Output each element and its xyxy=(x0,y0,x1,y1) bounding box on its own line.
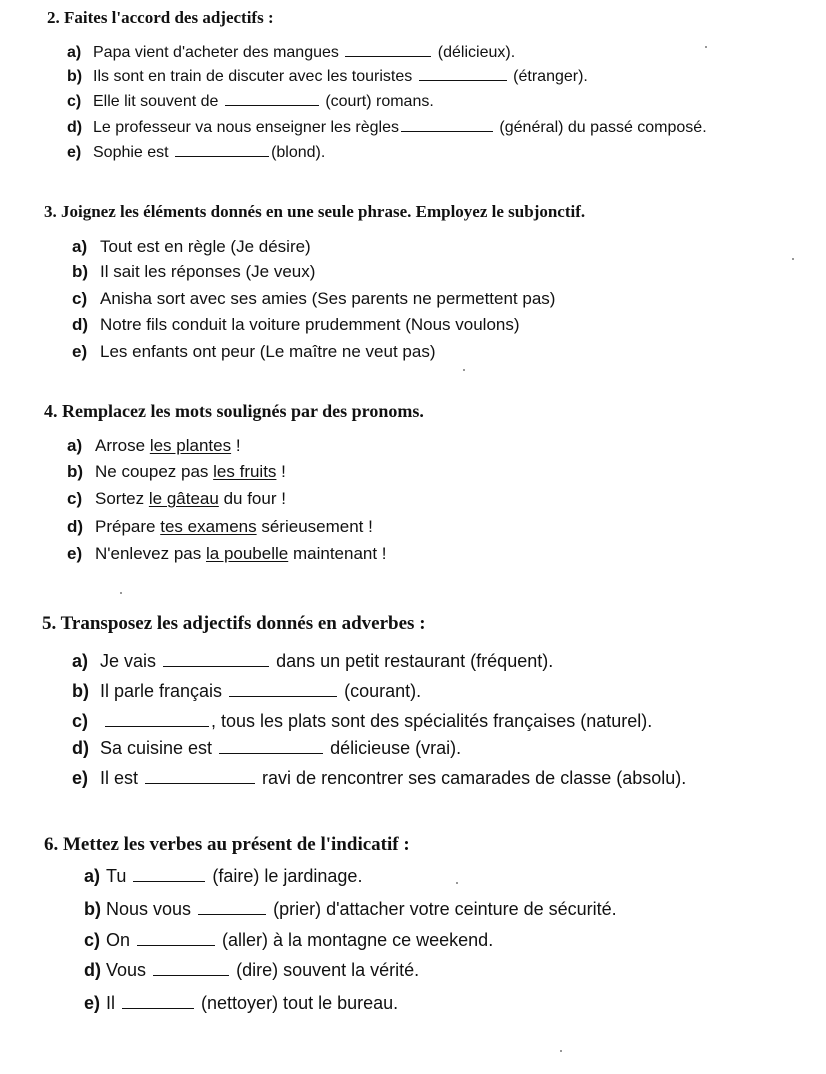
item-hint: (délicieux). xyxy=(437,44,516,61)
answer-blank[interactable] xyxy=(345,55,431,57)
s4-item-c xyxy=(67,489,286,509)
item-hint: délicieuse (vrai). xyxy=(330,738,462,758)
s2-item-c xyxy=(67,93,434,111)
item-text: Arrose xyxy=(95,436,146,455)
item-text: Papa vient d'acheter des mangues xyxy=(93,44,339,61)
s6-item-a xyxy=(84,866,362,887)
item-hint: (blond). xyxy=(271,144,326,161)
answer-blank[interactable] xyxy=(122,1007,194,1009)
s6-item-e xyxy=(84,993,398,1014)
item-end: maintenant ! xyxy=(292,544,387,563)
item-text: Tout est en règle (Je désire) xyxy=(100,237,311,256)
item-hint: (court) romans. xyxy=(325,93,434,110)
item-text: Il parle français xyxy=(100,681,223,701)
item-label: e) xyxy=(72,342,88,361)
item-text: Le professeur va nous enseigner les règles xyxy=(93,119,399,136)
s5-item-a xyxy=(72,651,553,672)
item-label: a) xyxy=(72,237,88,256)
answer-blank[interactable] xyxy=(219,752,323,754)
item-label: d) xyxy=(72,738,89,758)
answer-blank[interactable] xyxy=(153,974,229,976)
answer-blank[interactable] xyxy=(175,155,269,157)
item-text: Ne coupez pas xyxy=(95,462,209,481)
s5-item-e xyxy=(72,768,686,789)
s3-item-a xyxy=(72,237,311,257)
item-end: sérieusement ! xyxy=(261,517,373,536)
scan-speck xyxy=(463,369,465,371)
item-label: b) xyxy=(67,68,83,85)
answer-blank[interactable] xyxy=(137,944,215,946)
item-label: c) xyxy=(67,93,82,110)
scan-speck xyxy=(705,46,707,48)
item-text: Ils sont en train de discuter avec les touristes xyxy=(93,68,413,85)
s2-item-d xyxy=(67,119,707,137)
item-text: Il xyxy=(106,993,115,1013)
answer-blank[interactable] xyxy=(133,880,205,882)
item-end: ! xyxy=(235,436,241,455)
s4-item-e xyxy=(67,544,387,564)
underlined-words: les fruits xyxy=(213,462,277,481)
item-label: c) xyxy=(84,930,101,950)
answer-blank[interactable] xyxy=(163,665,269,667)
item-text: Prépare xyxy=(95,517,156,536)
section-4-heading: 4. Remplacez les mots soulignés par des pronoms. xyxy=(44,401,424,421)
item-label: b) xyxy=(72,681,89,701)
item-hint: (dire) souvent la vérité. xyxy=(236,960,420,980)
s5-item-b xyxy=(72,681,421,702)
item-text: Il sait les réponses (Je veux) xyxy=(100,262,316,281)
s2-item-e xyxy=(67,144,325,162)
scan-speck xyxy=(792,258,794,260)
section-3-heading: 3. Joignez les éléments donnés en une seule phrase. Employez le subjonctif. xyxy=(44,202,586,221)
item-end: ! xyxy=(281,462,286,481)
item-label: c) xyxy=(72,711,89,731)
item-text: Tu xyxy=(106,866,127,886)
answer-blank[interactable] xyxy=(198,913,266,915)
s6-item-c xyxy=(84,930,493,951)
s2-item-a xyxy=(67,44,515,62)
section-5-heading: 5. Transposez les adjectifs donnés en adverbes : xyxy=(42,613,426,634)
item-text: Sophie est xyxy=(93,144,169,161)
item-label: b) xyxy=(67,462,84,481)
item-label: e) xyxy=(67,544,83,563)
item-hint: (prier) d'attacher votre ceinture de sécurité. xyxy=(273,899,617,919)
item-label: a) xyxy=(72,651,89,671)
s6-item-d xyxy=(84,960,419,981)
item-text: Nous vous xyxy=(106,899,192,919)
item-label: d) xyxy=(72,315,89,334)
item-label: b) xyxy=(84,899,101,919)
item-label: b) xyxy=(72,262,89,281)
s3-item-b xyxy=(72,262,315,282)
s3-item-d xyxy=(72,315,520,335)
item-text: Les enfants ont peur (Le maître ne veut pas) xyxy=(100,342,436,361)
item-text: Sortez xyxy=(95,489,145,508)
item-text: Je vais xyxy=(100,651,157,671)
item-label: d) xyxy=(84,960,101,980)
s6-item-b xyxy=(84,899,617,920)
item-label: e) xyxy=(84,993,101,1013)
item-label: c) xyxy=(67,489,83,508)
item-label: a) xyxy=(84,866,101,886)
item-hint: (étranger). xyxy=(513,68,588,85)
underlined-words: le gâteau xyxy=(148,489,219,508)
item-label: c) xyxy=(72,289,88,308)
underlined-words: la poubelle xyxy=(205,544,289,563)
item-label: a) xyxy=(67,44,82,61)
answer-blank[interactable] xyxy=(229,695,337,697)
item-text: Anisha sort avec ses amies (Ses parents ne permettent pas) xyxy=(100,289,556,308)
s2-item-b xyxy=(67,68,588,86)
s3-item-c xyxy=(72,289,555,309)
answer-blank[interactable] xyxy=(105,725,209,727)
underlined-words: tes examens xyxy=(160,517,257,536)
s4-item-b xyxy=(67,462,286,482)
item-text: Vous xyxy=(106,960,147,980)
item-hint: (courant). xyxy=(344,681,422,701)
item-hint: , tous les plats sont des spécialités françaises (naturel). xyxy=(211,711,653,731)
item-hint: (faire) le jardinage. xyxy=(212,866,363,886)
item-label: e) xyxy=(72,768,89,788)
answer-blank[interactable] xyxy=(145,782,255,784)
item-label: d) xyxy=(67,517,84,536)
answer-blank[interactable] xyxy=(419,79,507,81)
item-text: Il est xyxy=(100,768,139,788)
scan-speck xyxy=(120,592,122,594)
item-hint: dans un petit restaurant (fréquent). xyxy=(276,651,554,671)
item-text: Notre fils conduit la voiture prudemment (Nous voulons) xyxy=(100,315,520,334)
answer-blank[interactable] xyxy=(401,130,493,132)
item-text: N'enlevez pas xyxy=(95,544,202,563)
item-text: Elle lit souvent de xyxy=(93,93,219,110)
item-text: On xyxy=(106,930,131,950)
item-text: Sa cuisine est xyxy=(100,738,213,758)
item-hint: (nettoyer) tout le bureau. xyxy=(201,993,399,1013)
underlined-words: les plantes xyxy=(149,436,232,455)
item-label: a) xyxy=(67,436,83,455)
scan-speck xyxy=(456,882,458,884)
s4-item-d xyxy=(67,517,373,537)
s4-item-a xyxy=(67,436,241,456)
s3-item-e xyxy=(72,342,435,362)
answer-blank[interactable] xyxy=(225,104,319,106)
item-hint: (général) du passé composé. xyxy=(499,119,707,136)
s5-item-d xyxy=(72,738,461,759)
item-label: d) xyxy=(67,119,83,136)
section-6-heading: 6. Mettez les verbes au présent de l'indicatif : xyxy=(44,834,410,855)
item-label: e) xyxy=(67,144,82,161)
item-end: du four ! xyxy=(223,489,286,508)
item-hint: (aller) à la montagne ce weekend. xyxy=(222,930,494,950)
scan-speck xyxy=(560,1050,562,1052)
section-2-heading: 2. Faites l'accord des adjectifs : xyxy=(47,8,274,27)
s5-item-c xyxy=(72,711,652,732)
item-hint: ravi de rencontrer ses camarades de classe (absolu). xyxy=(262,768,687,788)
